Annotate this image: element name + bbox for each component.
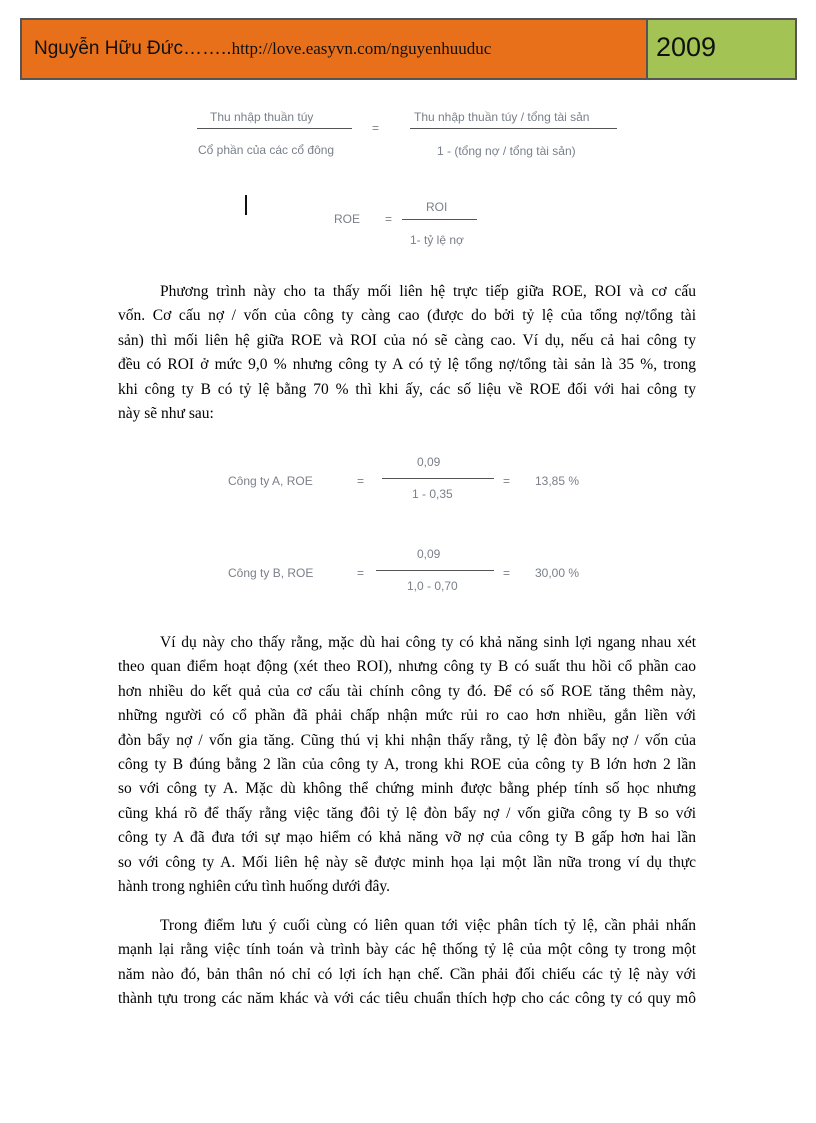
paragraph-line: hành trong nghiên cứu tình huống dưới đây. <box>118 877 390 895</box>
formula1-right-denominator: 1 - (tổng nợ / tổng tài sản) <box>437 144 576 158</box>
paragraph-line: Ví dụ này cho thấy rằng, mặc dù hai công ty có khả năng sinh lợi ngang nhau xét <box>160 634 696 651</box>
calc-b-fraction-bar <box>376 570 494 571</box>
paragraph-line: mạnh lại rằng việc tính toán và trình bày các hệ thống tỷ lệ của một công ty trong một <box>118 941 696 959</box>
paragraph-line: thành tựu trong các năm khác và với các tiêu chuẩn thích hợp cho các công ty có quy mô <box>118 990 696 1008</box>
paragraph-line: vốn. Cơ cấu nợ / vốn của công ty càng cao (được do bởi tỷ lệ của tổng nợ/tổng tài <box>118 307 696 325</box>
paragraph-line: đều có ROI ở mức 9,0 % nhưng công ty A có tỷ lệ tổng nợ/tổng tài sản là 35 %, trong <box>118 356 696 374</box>
paragraph-line: Phương trình này cho ta thấy mối liên hệ trực tiếp giữa ROE, ROI và cơ cấu <box>160 283 696 300</box>
header-author-panel <box>22 20 648 78</box>
text-cursor <box>245 195 247 215</box>
paragraph-line: Trong điểm lưu ý cuối cùng có liên quan tới việc phân tích tỷ lệ, cần phải nhấn <box>160 917 696 934</box>
formula2-denominator: 1- tỷ lệ nợ <box>410 233 464 247</box>
paragraph-line: công ty A đã đưa tới sự mạo hiểm có khả năng vỡ nợ của công ty B gấp hơn hai lần <box>118 829 696 847</box>
formula1-left-denominator: Cổ phần của các cổ đông <box>198 143 335 157</box>
calc-b-numerator: 0,09 <box>417 547 441 561</box>
calc-a-fraction-bar <box>382 478 494 479</box>
calc-a-result: 13,85 % <box>535 474 580 488</box>
formula1-right-numerator: Thu nhập thuần túy / tổng tài sản <box>414 110 590 124</box>
header-year: 2009 <box>656 32 717 62</box>
paragraph-1 <box>118 280 696 426</box>
formula2-equals: = <box>385 212 393 226</box>
header-author: Nguyễn Hữu Đức…….. <box>34 38 232 59</box>
calc-a-equals: = <box>357 474 365 488</box>
page-header <box>20 18 797 80</box>
calc-b-result: 30,00 % <box>535 566 580 580</box>
calc-b-label: Công ty B, ROE <box>228 566 314 580</box>
calc-b-equals-2: = <box>503 566 511 580</box>
header-url[interactable]: http://love.easyvn.com/nguyenhuuduc <box>231 39 492 58</box>
formula1-equals: = <box>372 121 380 135</box>
formula2-label: ROE <box>334 212 361 226</box>
paragraph-3 <box>118 914 696 1012</box>
calc-b-denominator: 1,0 - 0,70 <box>407 579 458 593</box>
header-title <box>34 38 491 60</box>
calc-a-equals-2: = <box>503 474 511 488</box>
paragraph-line: đòn bẩy nợ / vốn gia tăng. Cũng thú vị khi nhận thấy rằng, tỷ lệ đòn bẩy nợ / vốn của <box>118 731 696 749</box>
header-year-panel <box>648 20 795 78</box>
paragraph-line: công ty B đúng bằng 2 lần của công ty A, trong khi ROE của công ty B lớn hơn 2 lần <box>118 755 696 773</box>
paragraph-line: so với công ty A. Mặc dù không thể chứng minh được bằng phép tính số học nhưng <box>118 780 696 798</box>
paragraph-line: này sẽ như sau: <box>118 404 214 422</box>
formula1-left-fraction-bar <box>197 128 352 129</box>
calc-a-label: Công ty A, ROE <box>228 474 313 488</box>
paragraph-line: khi công ty B có tỷ lệ bằng 70 % thì khi ấy, các số liệu về ROE đối với hai công ty <box>118 380 696 398</box>
calc-a-numerator: 0,09 <box>417 455 441 469</box>
calc-b-equals: = <box>357 566 365 580</box>
formula2-numerator: ROI <box>426 200 448 214</box>
paragraph-2 <box>118 631 696 899</box>
paragraph-line: so với công ty A. Mối liên hệ này sẽ được minh họa lại một lần nữa trong ví dụ thực <box>118 853 696 871</box>
formula2-fraction-bar <box>402 219 477 220</box>
paragraph-line: cũng khá rõ để thấy rằng việc tăng đôi tỷ lệ đòn bẩy nợ / vốn giữa công ty B so với <box>118 804 696 822</box>
paragraph-line: sản) thì mối liên hệ giữa ROE và ROI của nó sẽ càng cao. Ví dụ, nếu cả hai công ty <box>118 331 696 349</box>
paragraph-line: những người có cổ phần đã phải chấp nhận mức rủi ro cao hơn nhiều, gắn liền với <box>118 707 696 725</box>
calc-a-denominator: 1 - 0,35 <box>412 487 453 501</box>
paragraph-line: theo quan điểm hoạt động (xét theo ROI), nhưng công ty B có suất thu hồi cổ phần cao <box>118 658 696 676</box>
paragraph-line: năm nào đó, bản thân nó chỉ có lợi ích hạn chế. Cần phải đối chiếu các tỷ lệ này với <box>118 965 696 983</box>
formula1-left-numerator: Thu nhập thuần túy <box>210 110 314 124</box>
formula1-right-fraction-bar <box>410 128 617 129</box>
paragraph-line: hơn nhiều do kết quả của cơ cấu tài chính công ty đó. Để có số ROE tăng thêm này, <box>118 682 696 700</box>
